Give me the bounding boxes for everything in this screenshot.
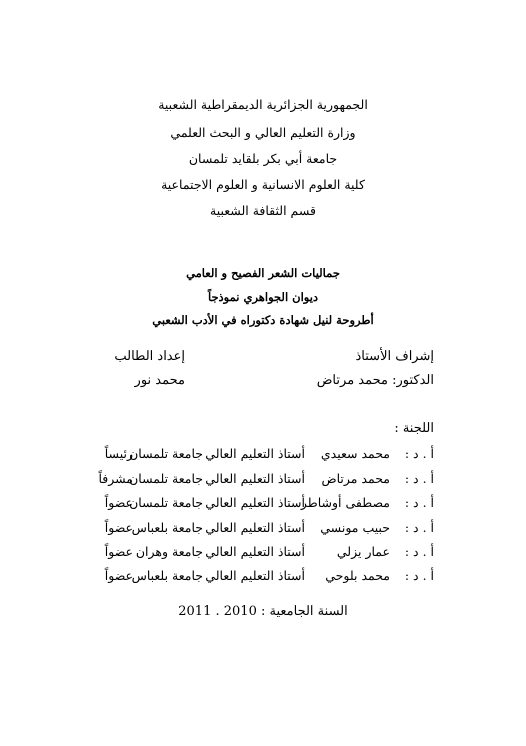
member-name: محمد سعيدي <box>320 446 390 461</box>
committee-member <box>0 520 526 536</box>
member-name: عمار يزلي <box>336 544 390 559</box>
member-rank: أستاذ التعليم العالي <box>205 446 305 461</box>
committee-member <box>0 544 526 560</box>
member-prefix: أ . د : <box>404 446 434 461</box>
member-prefix: أ . د : <box>404 495 434 510</box>
member-prefix: أ . د : <box>404 544 434 559</box>
member-prefix: أ . د : <box>404 520 434 535</box>
thesis-subtitle: ديوان الجواهري نموذجاً <box>207 290 319 304</box>
committee-member <box>0 495 526 511</box>
academic-year: السنة الجامعية : 2010 . 2011 <box>178 604 348 619</box>
thesis-degree: أطروحة لنيل شهادة دكتوراه في الأدب الشعبي <box>152 313 374 327</box>
faculty-heading: كلية العلوم الانسانية و العلوم الاجتماعية <box>161 177 365 192</box>
member-role: عضواً <box>104 520 133 535</box>
member-role: مشرفاً <box>98 471 133 486</box>
member-rank: أستاذ التعليم العالي <box>205 471 305 486</box>
member-rank: أستاذ التعليم العالي <box>205 568 305 583</box>
member-prefix: أ . د : <box>404 471 434 486</box>
member-name: حبيب مونسي <box>320 520 390 535</box>
member-role: رئيساً <box>104 446 133 461</box>
committee-member <box>0 446 526 462</box>
student-label: إعداد الطالب <box>114 349 185 364</box>
thesis-title: جماليات الشعر الفصيح و العامي <box>186 266 340 280</box>
member-university: جامعة بلعباس <box>131 520 203 535</box>
member-university: جامعة بلعباس <box>131 568 203 583</box>
student-name: محمد نور <box>134 373 185 388</box>
member-name: محمد بلوحي <box>325 568 390 583</box>
member-role: عضواً <box>104 495 133 510</box>
committee-label: اللجنة : <box>394 421 434 436</box>
member-prefix: أ . د : <box>404 568 434 583</box>
supervisor-name: الدكتور: محمد مرتاض <box>316 373 434 388</box>
committee-member <box>0 471 526 487</box>
member-name: مصطفى أوشاطر <box>300 495 390 510</box>
committee-member <box>0 568 526 584</box>
university-heading: جامعة أبي بكر بلقايد تلمسان <box>188 151 338 166</box>
member-rank: أستاذ التعليم العالي <box>205 495 305 510</box>
supervisor-label: إشراف الأستاذ <box>355 349 434 364</box>
department-heading: قسم الثقافة الشعبية <box>210 203 316 218</box>
member-rank: أستاذ التعليم العالي <box>205 544 305 559</box>
member-university: جامعة تلمسان <box>129 471 203 486</box>
ministry-heading: وزارة التعليم العالي و البحث العلمي <box>170 125 356 140</box>
member-university: جامعة تلمسان <box>129 446 203 461</box>
member-role: عضواً <box>104 544 133 559</box>
member-rank: أستاذ التعليم العالي <box>205 520 305 535</box>
member-university: جامعة وهران <box>135 544 203 559</box>
republic-heading: الجمهورية الجزائرية الديمقراطية الشعبية <box>158 97 368 112</box>
member-university: جامعة تلمسان <box>129 495 203 510</box>
member-name: محمد مرتاض <box>321 471 390 486</box>
member-role: عضواً <box>104 568 133 583</box>
